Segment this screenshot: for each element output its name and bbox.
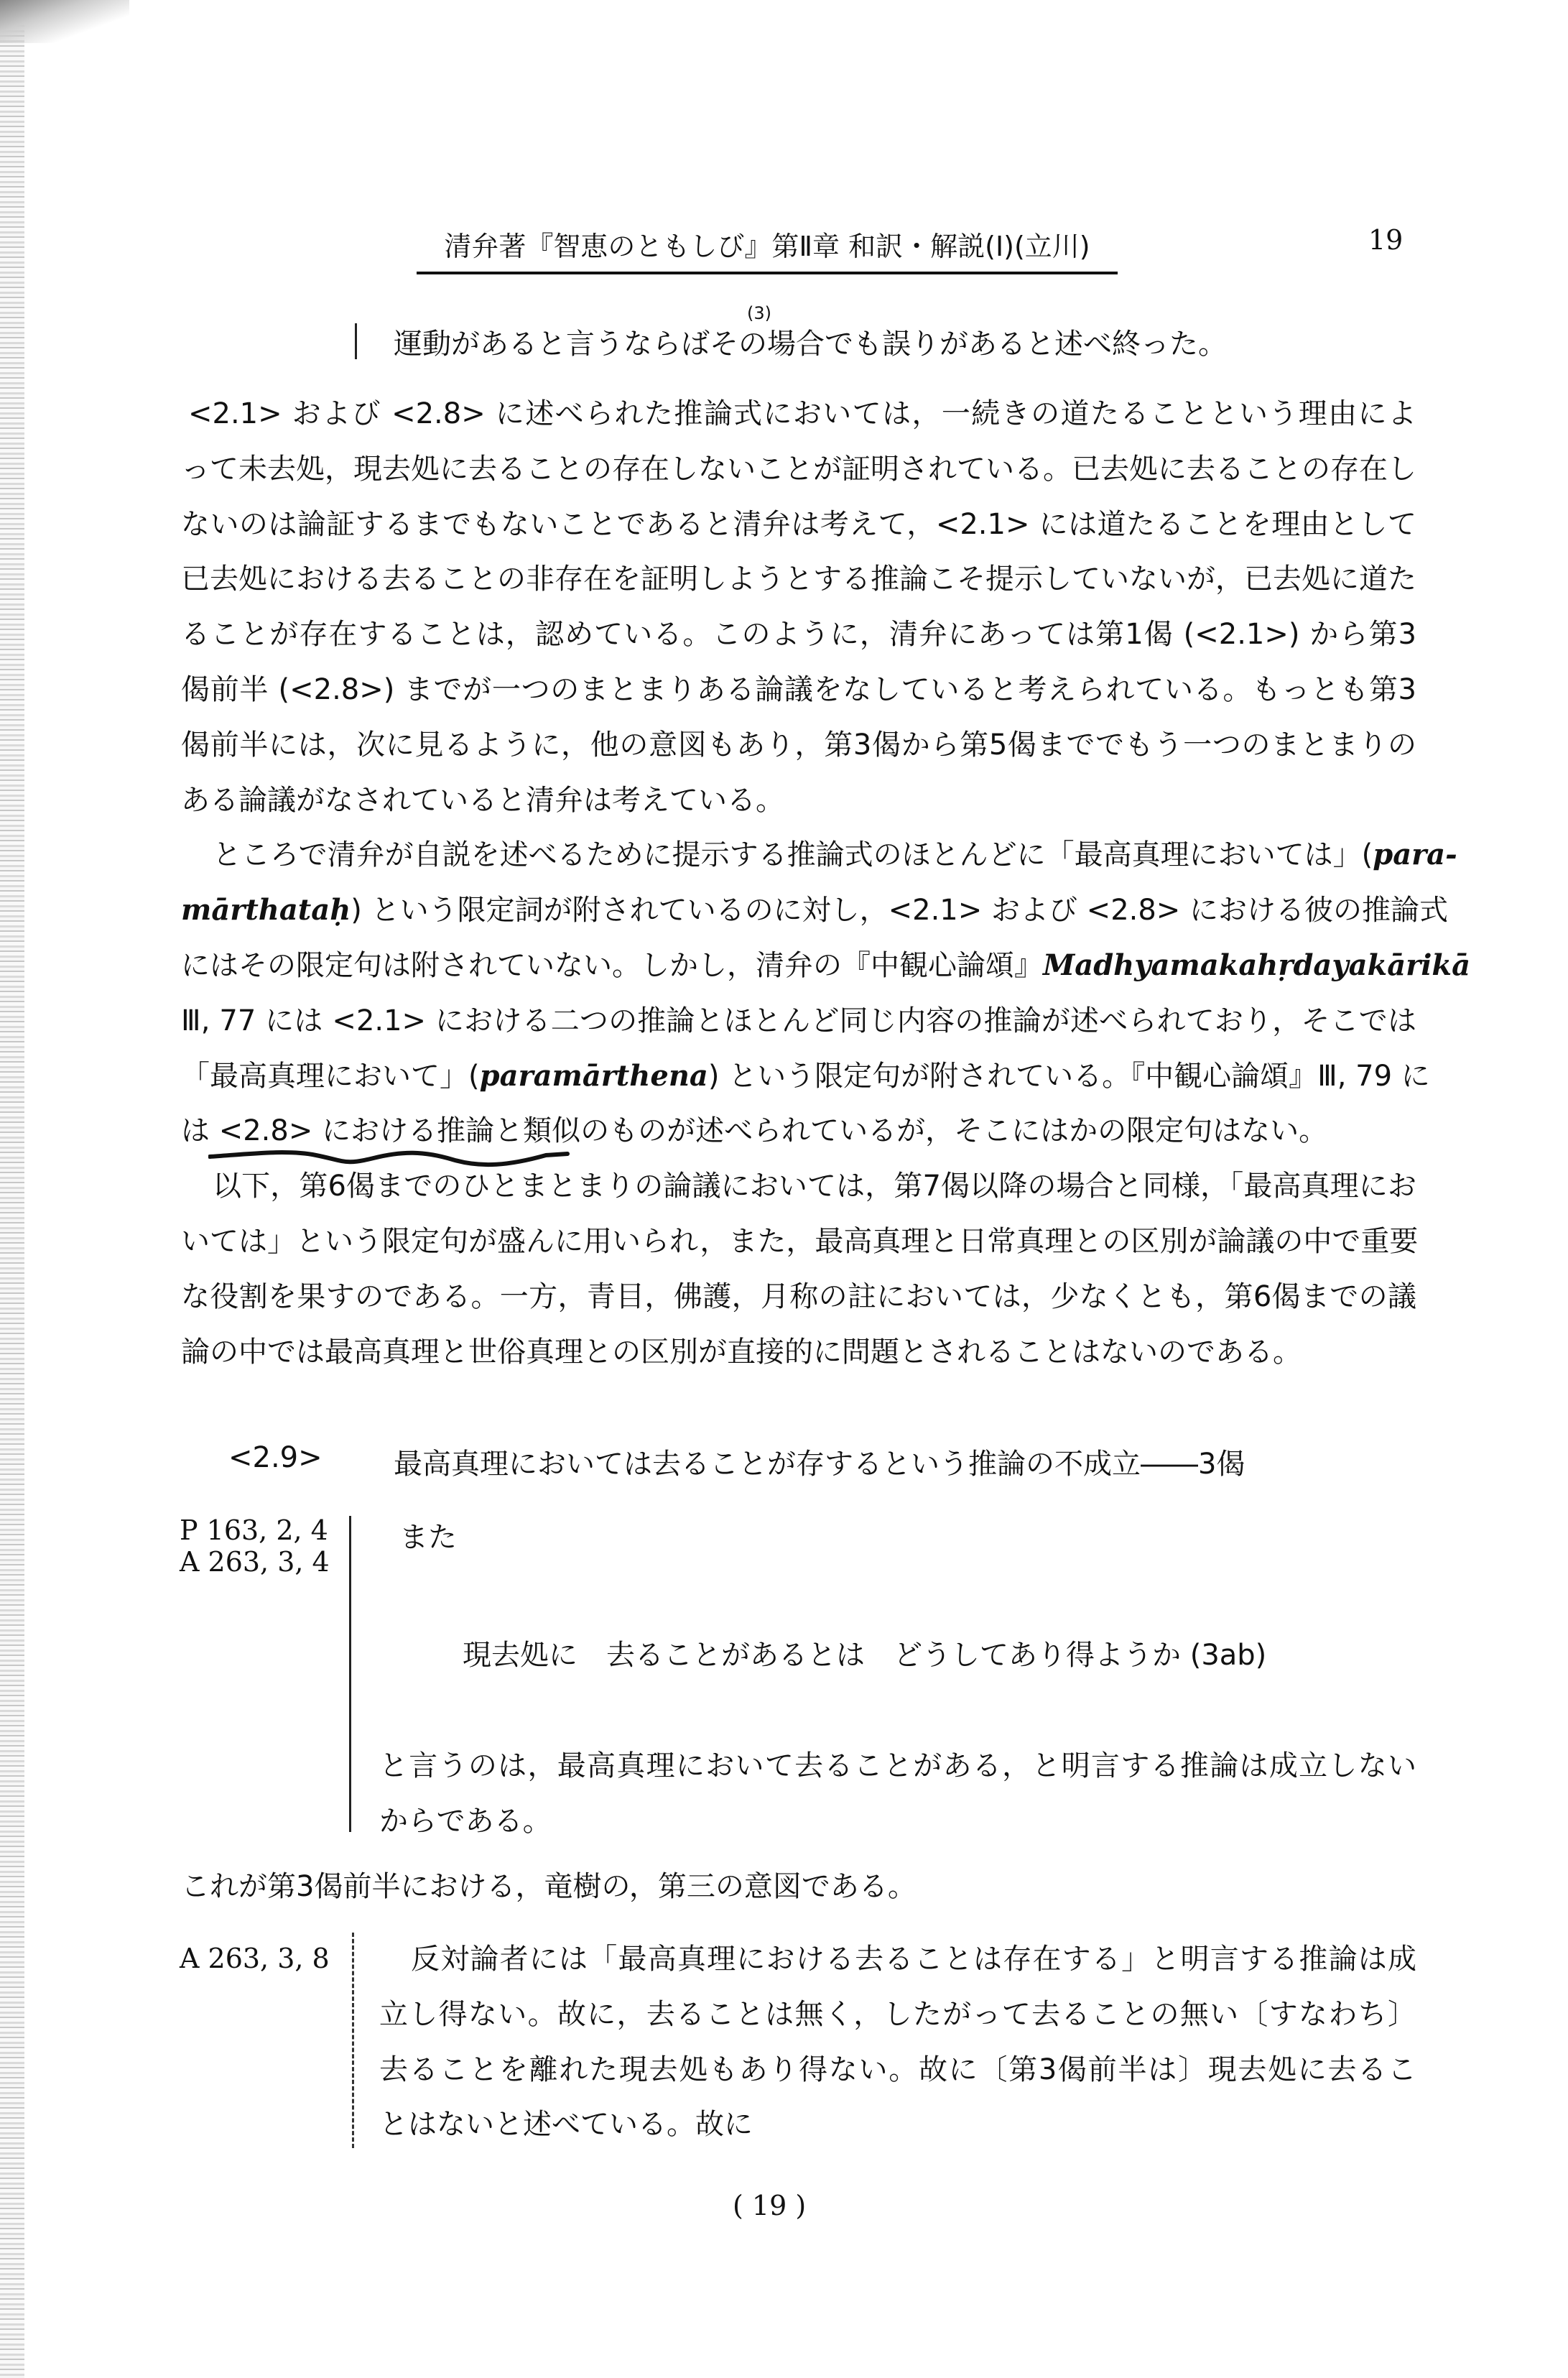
paragraph-line bbox=[181, 828, 1457, 883]
romanized-term: para- bbox=[1373, 838, 1457, 872]
dashed-passage-bar bbox=[352, 1933, 354, 2148]
paragraph-line: ある論議がなされていると清弁は考えている。 bbox=[181, 783, 784, 817]
paragraph-line: <2.1> および <2.8> に述べられた推論式においては，一続きの道たることという理由によ bbox=[188, 397, 1416, 430]
page-number-top: 19 bbox=[1368, 224, 1404, 256]
scan-edge-artifact bbox=[0, 0, 24, 2378]
reference-p: P 163, 2, 4 bbox=[180, 1514, 328, 1546]
paragraph-line bbox=[181, 1049, 1430, 1104]
text-segment: ) という限定詞が附されているのに対し，<2.1> および <2.8> における彼の推論式 bbox=[351, 894, 1449, 927]
passage-bar bbox=[349, 1516, 351, 1832]
passage-intro: また bbox=[399, 1521, 457, 1554]
continued-line: 運動があると言うならばその場合でも誤りがあると述べ終った。 bbox=[394, 328, 1227, 361]
text-segment: ) という限定句が附されている。『中観心論頌』Ⅲ, 79 に bbox=[708, 1059, 1430, 1093]
section-title: 最高真理においては去ることが存するという推論の不成立――3偈 bbox=[394, 1448, 1245, 1481]
passage2-line: 立し得ない。故に，去ることは無く，したがって去ることの無い〔すなわち〕 bbox=[379, 1997, 1416, 2031]
reference-a: A 263, 3, 4 bbox=[180, 1546, 330, 1578]
paragraph-line: 以下，第6偈までのひとまとまりの論議においては，第7偈以降の場合と同様，「最高真理にお bbox=[213, 1170, 1416, 1203]
commentary-body bbox=[181, 387, 1471, 1379]
passage2-text bbox=[379, 1932, 1416, 2152]
passage-line: からである。 bbox=[379, 1804, 552, 1838]
reference-a2: A 263, 3, 8 bbox=[180, 1943, 330, 1974]
paragraph-line: ることが存在することは，認めている。このように，清弁にあっては第1偈 (<2.1>) から第3 bbox=[181, 618, 1416, 652]
paragraph-line: 已去処における去ることの非存在を証明しようとする推論こそ提示していないが，已去処に道た bbox=[181, 563, 1416, 596]
paragraph-line: 偈前半には，次に見るように，他の意図もあり，第3偈から第5偈まででもう一つのまとまりの bbox=[181, 728, 1416, 762]
section-number: <2.9> bbox=[228, 1441, 323, 1474]
romanized-term: paramārthena bbox=[479, 1058, 708, 1093]
romanized-term: mārthataḥ bbox=[181, 893, 351, 927]
paragraph-line bbox=[181, 883, 1449, 938]
paragraph-line: 偈前半 (<2.8>) までが一つのまとまりある論議をなしていると考えられている。もっとも第3 bbox=[181, 672, 1416, 706]
romanized-term: Madhyamakahṛdayakārikā bbox=[1043, 948, 1471, 982]
text-segment: 「最高真理において」( bbox=[181, 1059, 480, 1093]
text-segment: にはその限定句は附されていない。しかし，清弁の『中観心論頌』 bbox=[181, 948, 1043, 982]
passage2-line: 去ることを離れた現去処もあり得ない。故に〔第3偈前半は〕現去処に去るこ bbox=[379, 2053, 1416, 2086]
summary-line: これが第3偈前半における，竜樹の，第三の意図である。 bbox=[181, 1870, 917, 1903]
paragraph-line: な役割を果すのである。一方，青目，佛護，月称の註においては，少なくとも，第6偈までの議 bbox=[181, 1280, 1416, 1313]
passage2-line: 反対論者には「最高真理における去ることは存在する」と明言する推論は成 bbox=[411, 1943, 1416, 1976]
header-rule bbox=[417, 272, 1118, 274]
passage2-line: とはないと述べている。故に bbox=[379, 2108, 753, 2142]
note-mark: (3) bbox=[747, 303, 771, 323]
paragraph-line: Ⅲ, 77 には <2.1> における二つの推論とほとんど同じ内容の推論が述べられており，そこでは bbox=[181, 1004, 1416, 1037]
verse-line: 現去処に 去ることがあるとは どうしてあり得ようか (3ab) bbox=[463, 1639, 1267, 1672]
paragraph-line: は <2.8> における推論と類似のものが述べられているが，そこにはかの限定句はない。 bbox=[181, 1114, 1328, 1148]
running-header: 清弁著『智恵のともしび』第Ⅱ章 和訳・解説(Ⅰ)(立川) bbox=[444, 231, 1090, 262]
paragraph-line: 論の中では最高真理と世俗真理との区別が直接的に問題とされることはないのである。 bbox=[181, 1335, 1302, 1369]
scan-corner-artifact bbox=[0, 0, 129, 43]
handwritten-underline bbox=[208, 1147, 582, 1172]
paragraph-line: ないのは論証するまでもないことであると清弁は考えて，<2.1> には道たることを理由として bbox=[181, 507, 1416, 541]
text-segment: ところで清弁が自説を述べるために提示する推論式のほとんどに「最高真理においては」( bbox=[213, 838, 1373, 872]
passage-line: と言うのは，最高真理において去ることがある，と明言する推論は成立しない bbox=[379, 1749, 1416, 1782]
paragraph-line: いては」という限定句が盛んに用いられ，また，最高真理と日常真理との区別が論議の中で重要 bbox=[181, 1224, 1419, 1258]
quote-bar bbox=[355, 323, 357, 359]
passage-text bbox=[379, 1739, 1416, 1849]
page-number-bottom: ( 19 ) bbox=[733, 2190, 807, 2221]
paragraph-line: って未去処，現去処に去ることの存在しないことが証明されている。已去処に去ることの存在し bbox=[181, 452, 1416, 486]
paragraph-line bbox=[181, 938, 1471, 994]
